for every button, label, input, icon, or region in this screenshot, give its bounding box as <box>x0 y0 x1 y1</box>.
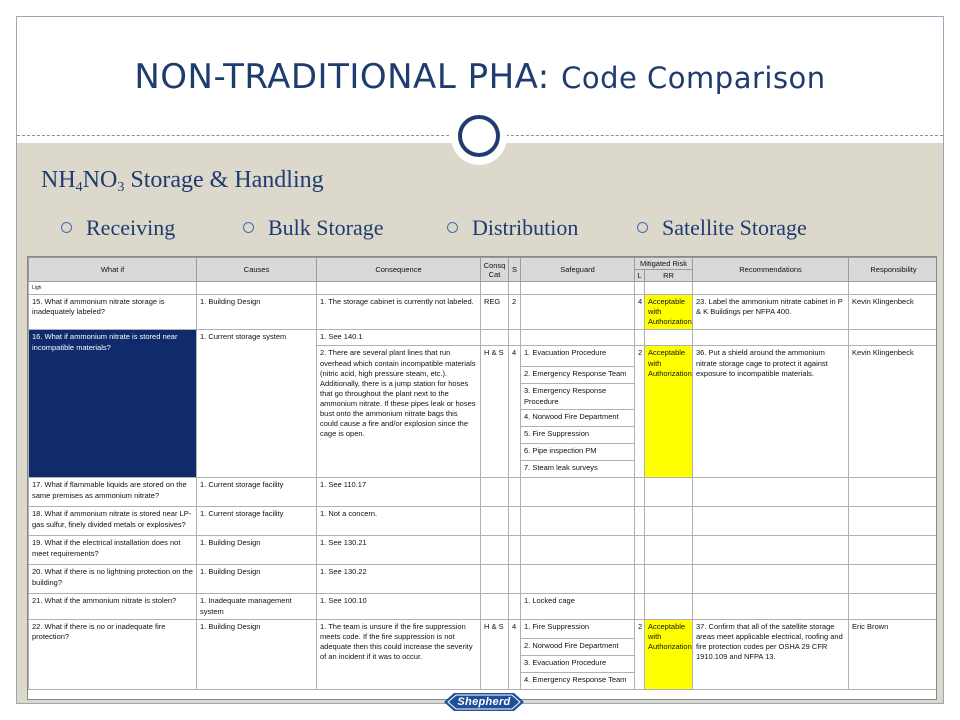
bullet-ring-icon <box>637 222 648 233</box>
bullet-ring-icon <box>243 222 254 233</box>
cell-safeguard: 2. Emergency Response Team <box>521 367 635 384</box>
cell-safeguard: 3. Emergency Response Procedure <box>521 384 635 410</box>
cell-l <box>635 536 645 565</box>
table-row <box>29 282 938 295</box>
cell-what-if: 18. What if ammonium nitrate is stored near LP-gas sulfur, finely divided metals or explosives? <box>29 507 197 536</box>
cell-consequence: 2. There are several plant lines that run overhead which contain incompatible materials (nitric acid, high pressure steam, etc.). Additionally, there is a jump station for hoses that go throughout the plant next to the ammonium nitrate. If these pipes leak or hoses bust onto the ammonium nitrate bags this could cause a fire and/or explosion since the cage is open. <box>317 346 481 478</box>
bullet-label: Satellite Storage <box>662 215 807 240</box>
cell-s: 2 <box>509 295 521 330</box>
cell-cause: 1. Current storage facility <box>197 507 317 536</box>
cell-what-if: 17. What if flammable liquids are stored on the same premises as ammonium nitrate? <box>29 478 197 507</box>
cell-safeguard: 5. Fire Suppression <box>521 427 635 444</box>
subtitle-sub-4: 4 <box>75 180 83 195</box>
section-subtitle <box>41 167 324 196</box>
cell-rr: Acceptable with Authorization <box>645 619 693 689</box>
cell-cause: 1. Current storage system <box>197 330 317 478</box>
cell-consequence: 1. See 130.22 <box>317 565 481 594</box>
cell-what-if: 21. What if the ammonium nitrate is stolen? <box>29 594 197 619</box>
cell-cause: 1. Building Design <box>197 565 317 594</box>
cell-empty <box>635 282 645 295</box>
divider-circle-icon <box>458 115 500 157</box>
table-row <box>29 295 938 330</box>
cell-cat <box>481 330 509 346</box>
header-consq-cat: Consq Cat <box>481 258 509 282</box>
cell-empty <box>521 282 635 295</box>
cell-cat: REG <box>481 295 509 330</box>
cell-l: 2 <box>635 346 645 478</box>
bullet-item <box>447 215 578 241</box>
header-l: L <box>635 270 645 282</box>
slide-title-sub: Code Comparison <box>561 61 826 95</box>
cell-recommendation: 37. Confirm that all of the satellite storage areas meet applicable electrical, roofing and fire protection codes per OSHA 29 CFR 1910.109 and NFPA 13. <box>693 619 849 689</box>
header-what-if: What if <box>29 258 197 282</box>
cell-what-if: 19. What if the electrical installation does not meet requirements? <box>29 536 197 565</box>
cell-recommendation: 23. Label the ammonium nitrate cabinet in P & K Buildings per NFPA 400. <box>693 295 849 330</box>
pha-table-screenshot <box>27 256 937 700</box>
cell-responsibility: Eric Brown <box>849 619 937 689</box>
table-row <box>29 507 938 536</box>
pha-table <box>28 257 937 690</box>
cell-responsibility <box>849 594 937 619</box>
cell-what-if-selected: 16. What if ammonium nitrate is stored near incompatible materials? <box>29 330 197 478</box>
cell-cat <box>481 478 509 507</box>
cell-s: 4 <box>509 619 521 689</box>
cell-cause: 1. Building Design <box>197 536 317 565</box>
cell-l <box>635 594 645 619</box>
slide-title-main: NON-TRADITIONAL PHA: <box>134 57 550 97</box>
cell-rr: Acceptable with Authorization <box>645 295 693 330</box>
cell-safeguard <box>521 507 635 536</box>
cell-recommendation <box>693 330 849 346</box>
cell-responsibility <box>849 507 937 536</box>
cell-s <box>509 478 521 507</box>
cell-cat <box>481 536 509 565</box>
cell-consequence: 1. Not a concern. <box>317 507 481 536</box>
header-safeguard: Safeguard <box>521 258 635 282</box>
cell-cat: H & S <box>481 619 509 689</box>
cell-l <box>635 507 645 536</box>
table-row <box>29 619 938 638</box>
subtitle-sub-3: 3 <box>117 180 125 195</box>
bullet-item <box>637 215 807 241</box>
cell-consequence: 1. The storage cabinet is currently not labeled. <box>317 295 481 330</box>
cell-rr: Acceptable with Authorization <box>645 346 693 478</box>
cell-consequence: 1. See 140.1 <box>317 330 481 346</box>
table-row <box>29 565 938 594</box>
cell-rr <box>645 536 693 565</box>
cell-responsibility <box>849 478 937 507</box>
cell-safeguard: 4. Norwood Fire Department <box>521 410 635 427</box>
cell-recommendation <box>693 507 849 536</box>
cell-safeguard: 1. Locked cage <box>521 594 635 619</box>
cell-consequence: 1. The team is unsure if the fire suppression meets code. If the fire suppression is not adequate then this could increase the severity of an incident if it was to occur. <box>317 619 481 689</box>
bullet-item <box>243 215 384 241</box>
cell-responsibility <box>849 330 937 346</box>
cell-l: 2 <box>635 619 645 689</box>
slide-frame <box>16 16 944 704</box>
cell-what-if: 20. What if there is no lightning protection on the building? <box>29 565 197 594</box>
cell-recommendation <box>693 478 849 507</box>
cell-safeguard <box>521 478 635 507</box>
cell-empty <box>317 282 481 295</box>
cell-cause: 1. Building Design <box>197 295 317 330</box>
header-mitigated-risk: Mitigated Risk <box>635 258 693 270</box>
cell-safeguard: 7. Steam leak surveys <box>521 461 635 478</box>
cell-safeguard <box>521 565 635 594</box>
cell-rr <box>645 565 693 594</box>
cell-empty <box>197 282 317 295</box>
cell-safeguard <box>521 536 635 565</box>
header-causes: Causes <box>197 258 317 282</box>
cell-recommendation <box>693 594 849 619</box>
table-row <box>29 478 938 507</box>
cell-l <box>635 565 645 594</box>
cell-empty <box>481 282 509 295</box>
cell-s <box>509 565 521 594</box>
bullet-label: Distribution <box>472 215 579 240</box>
cell-cat <box>481 565 509 594</box>
cell-empty <box>693 282 849 295</box>
cell-safeguard: 2. Norwood Fire Department <box>521 638 635 655</box>
subtitle-text: Storage & Handling <box>124 167 324 193</box>
cell-cause: 1. Current storage facility <box>197 478 317 507</box>
header-consequence: Consequence <box>317 258 481 282</box>
header-rr: RR <box>645 270 693 282</box>
cell-safeguard <box>521 295 635 330</box>
bullet-ring-icon <box>61 222 72 233</box>
cell-empty <box>509 282 521 295</box>
cell-l <box>635 330 645 346</box>
cell-fragment: Ligh <box>29 282 197 295</box>
subtitle-no: NO <box>82 167 118 193</box>
table-row <box>29 536 938 565</box>
bullet-label: Receiving <box>86 215 176 240</box>
shepherd-logo <box>444 691 524 713</box>
table-row <box>29 594 938 619</box>
cell-safeguard: 4. Emergency Response Team <box>521 672 635 689</box>
cell-recommendation <box>693 536 849 565</box>
content-band <box>17 143 943 703</box>
header-responsibility: Responsibility <box>849 258 937 282</box>
cell-s <box>509 330 521 346</box>
header-recommendations: Recommendations <box>693 258 849 282</box>
cell-rr <box>645 478 693 507</box>
cell-s <box>509 536 521 565</box>
logo-text: Shepherd <box>457 696 511 708</box>
cell-empty <box>645 282 693 295</box>
cell-s <box>509 507 521 536</box>
table-row <box>29 330 938 346</box>
cell-rr <box>645 507 693 536</box>
cell-safeguard: 6. Pipe inspection PM <box>521 444 635 461</box>
cell-s <box>509 594 521 619</box>
slide-title <box>17 57 943 97</box>
cell-l <box>635 478 645 507</box>
cell-l: 4 <box>635 295 645 330</box>
cell-s: 4 <box>509 346 521 478</box>
cell-rr <box>645 594 693 619</box>
cell-cause: 1. Building Design <box>197 619 317 689</box>
bullet-label: Bulk Storage <box>268 215 384 240</box>
cell-what-if: 15. What if ammonium nitrate storage is inadequately labeled? <box>29 295 197 330</box>
cell-responsibility <box>849 565 937 594</box>
cell-responsibility <box>849 536 937 565</box>
cell-consequence: 1. See 130.21 <box>317 536 481 565</box>
cell-recommendation: 36. Put a shield around the ammonium nitrate storage cage to protect it against exposure to incompatible materials. <box>693 346 849 478</box>
bullet-item <box>61 215 175 241</box>
bullet-ring-icon <box>447 222 458 233</box>
header-s: S <box>509 258 521 282</box>
cell-rr <box>645 330 693 346</box>
cell-cause: 1. Inadequate management system <box>197 594 317 619</box>
cell-recommendation <box>693 565 849 594</box>
cell-cat <box>481 507 509 536</box>
cell-consequence: 1. See 100.10 <box>317 594 481 619</box>
cell-cat: H & S <box>481 346 509 478</box>
subtitle-nh: NH <box>41 167 76 193</box>
cell-cat <box>481 594 509 619</box>
cell-responsibility: Kevin Klingenbeck <box>849 346 937 478</box>
cell-responsibility: Kevin Klingenbeck <box>849 295 937 330</box>
cell-what-if: 22. What if there is no or inadequate fire protection? <box>29 619 197 689</box>
cell-safeguard: 1. Fire Suppression <box>521 619 635 638</box>
cell-consequence: 1. See 110.17 <box>317 478 481 507</box>
cell-safeguard <box>521 330 635 346</box>
table-header-row <box>29 258 938 270</box>
cell-empty <box>849 282 937 295</box>
cell-safeguard: 3. Evacuation Procedure <box>521 655 635 672</box>
cell-safeguard: 1. Evacuation Procedure <box>521 346 635 367</box>
